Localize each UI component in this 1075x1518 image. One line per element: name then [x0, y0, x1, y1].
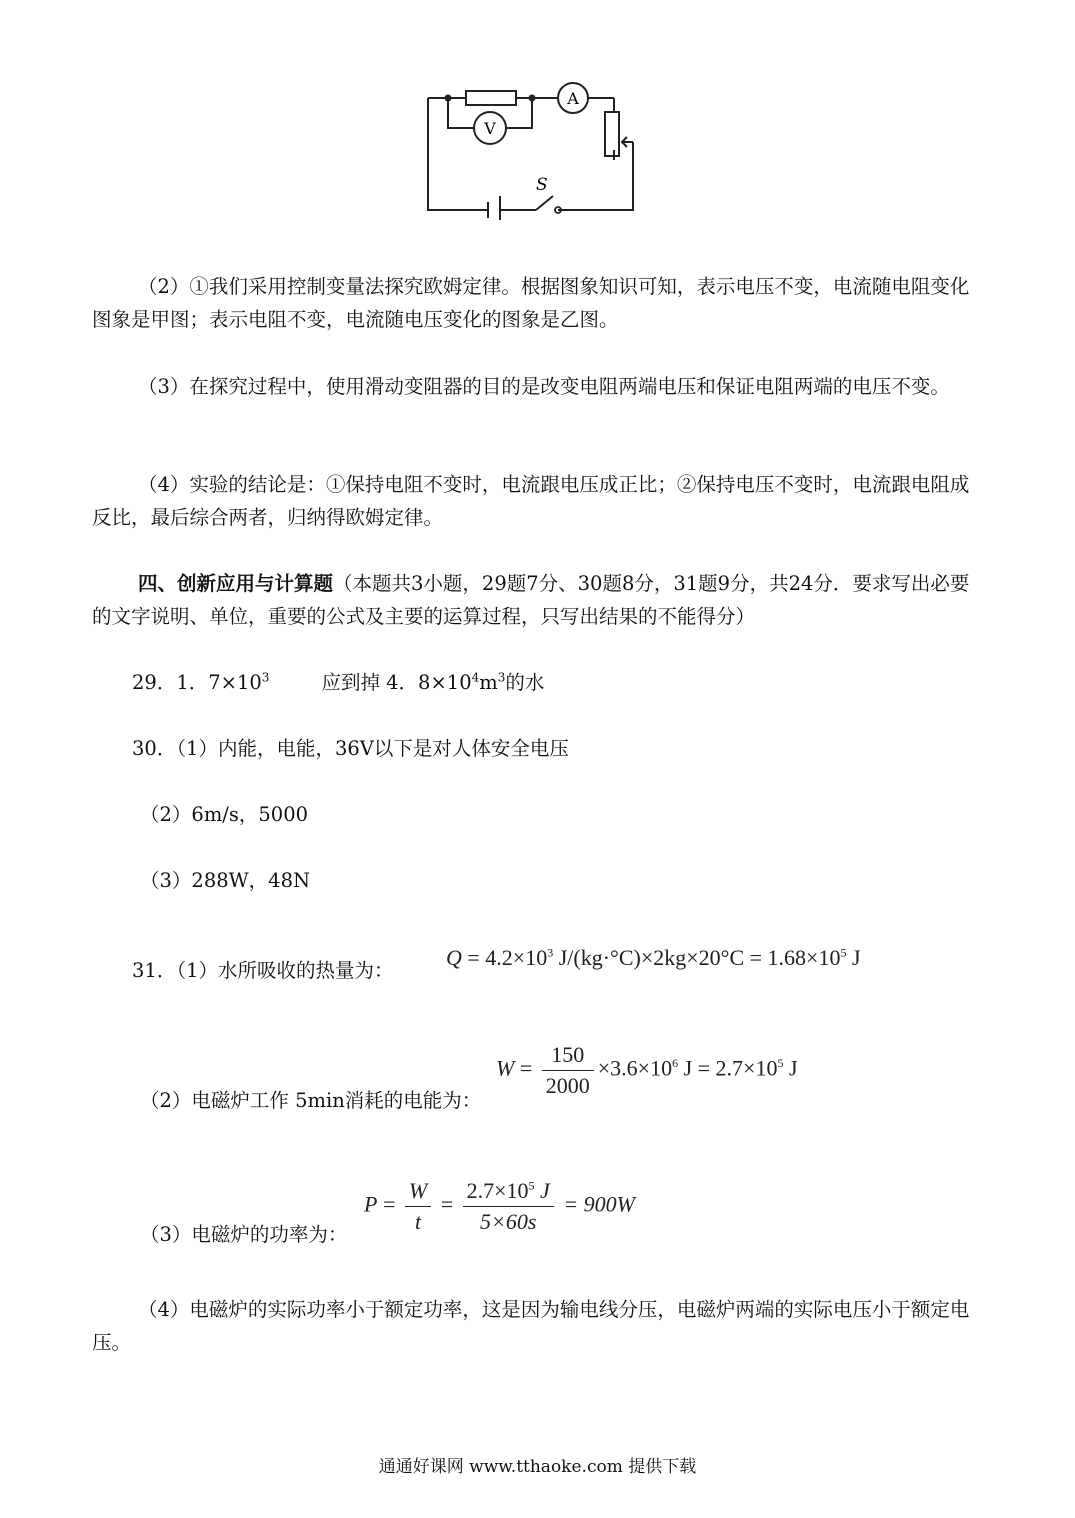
f3-result: = 900W [557, 1191, 635, 1217]
q29-answer-b-unit: m [479, 671, 498, 694]
f3-n2-exp: 5 [528, 1178, 535, 1193]
f1-b-exp: 3 [547, 945, 554, 960]
f1-c-exp: 5 [840, 945, 847, 960]
q29-number: 29． [132, 671, 177, 694]
q31-part-1-label: 31．（1）水所吸收的热量为： [132, 959, 394, 982]
q29-answer-b-post: 的水 [505, 671, 545, 694]
q31-formula-1 [446, 945, 861, 971]
section-4-heading: 四、创新应用与计算题 [138, 572, 334, 595]
section-4-desc: （本题共3小题，29题7分、30题8分，31题9分，共24分．要求写出必要的文字说明、单位，重要的公式及主要的运算过程，只写出结果的不能得分） [92, 572, 970, 628]
q30-part-3: （3）288W，48N [140, 869, 311, 892]
circuit-diagram [418, 80, 648, 220]
switch-label: S [536, 175, 548, 195]
q29-answer-b: 应到掉 4．8×10 [321, 671, 472, 694]
q29-answer [132, 670, 544, 696]
f2-eq: = [514, 1055, 538, 1081]
f3-n1: W [405, 1178, 431, 1207]
section-4-intro [92, 567, 982, 633]
f2-den: 2000 [545, 1073, 590, 1098]
voltmeter-label: V [484, 119, 496, 138]
f2-rest: ×3.6×10 [597, 1055, 673, 1081]
f2-fraction [542, 1042, 594, 1099]
f2-rest2-exp: 5 [777, 1056, 784, 1071]
q30-part-1: 30．（1）内能，电能，36V以下是对人体安全电压 [132, 737, 569, 760]
f3-fraction-1 [405, 1178, 431, 1235]
f3-eq2: = [435, 1191, 459, 1217]
f2-w: W [496, 1055, 515, 1081]
f2-rest-exp: 6 [672, 1056, 679, 1071]
f1-q: Q [446, 945, 462, 970]
f3-p: P [364, 1191, 378, 1217]
f1-d: J [846, 945, 861, 970]
f1-c: J/(kg·°C)×2kg×20°C = 1.68×10 [553, 945, 841, 970]
f1-b: = 4.2×10 [461, 945, 548, 970]
answer-para-2: （2）①我们采用控制变量法探究欧姆定律。根据图象知识可知，表示电压不变，电流随电阻变化图象是甲图；表示电阻不变，电流随电压变化的图象是乙图。 [92, 275, 970, 331]
f3-eq1: = [377, 1191, 401, 1217]
f3-n2: 2.7×10 [466, 1178, 529, 1203]
f2-num: 150 [542, 1042, 594, 1071]
f2-rest3: J [783, 1055, 798, 1081]
answer-para-3: （3）在探究过程中，使用滑动变阻器的目的是改变电阻两端电压和保证电阻两端的电压不变。 [138, 375, 950, 398]
f3-d2: 5×60s [480, 1209, 537, 1234]
page-footer: 通通好课网 www.tthaoke.com 提供下载 [378, 1457, 697, 1477]
f2-rest2: J = 2.7×10 [678, 1055, 778, 1081]
q29-answer-b-unit-exp: 3 [497, 670, 506, 685]
q31-formula-2 [496, 1042, 798, 1099]
q29-answer-a: 1．7×10 [176, 671, 262, 694]
f3-fraction-2 [463, 1178, 554, 1235]
ammeter-label: A [567, 89, 579, 108]
q29-answer-a-exp: 3 [261, 670, 270, 685]
q31-part-3-label: （3）电磁炉的功率为： [140, 1223, 348, 1246]
answer-para-4: （4）实验的结论是：①保持电阻不变时，电流跟电压成正比；②保持电压不变时，电流跟电阻成反比，最后综合两者，归纳得欧姆定律。 [92, 473, 970, 529]
q31-formula-3 [364, 1178, 635, 1235]
q29-answer-b-exp: 4 [471, 670, 480, 685]
q31-part-4: （4）电磁炉的实际功率小于额定功率，这是因为输电线分压，电磁炉两端的实际电压小于额定电压。 [92, 1298, 970, 1354]
f3-d1: t [414, 1209, 422, 1234]
q30-part-2: （2）6m/s，5000 [140, 803, 309, 826]
f3-n2-unit: J [534, 1178, 550, 1203]
q31-part-2-label: （2）电磁炉工作 5min消耗的电能为： [140, 1089, 482, 1112]
